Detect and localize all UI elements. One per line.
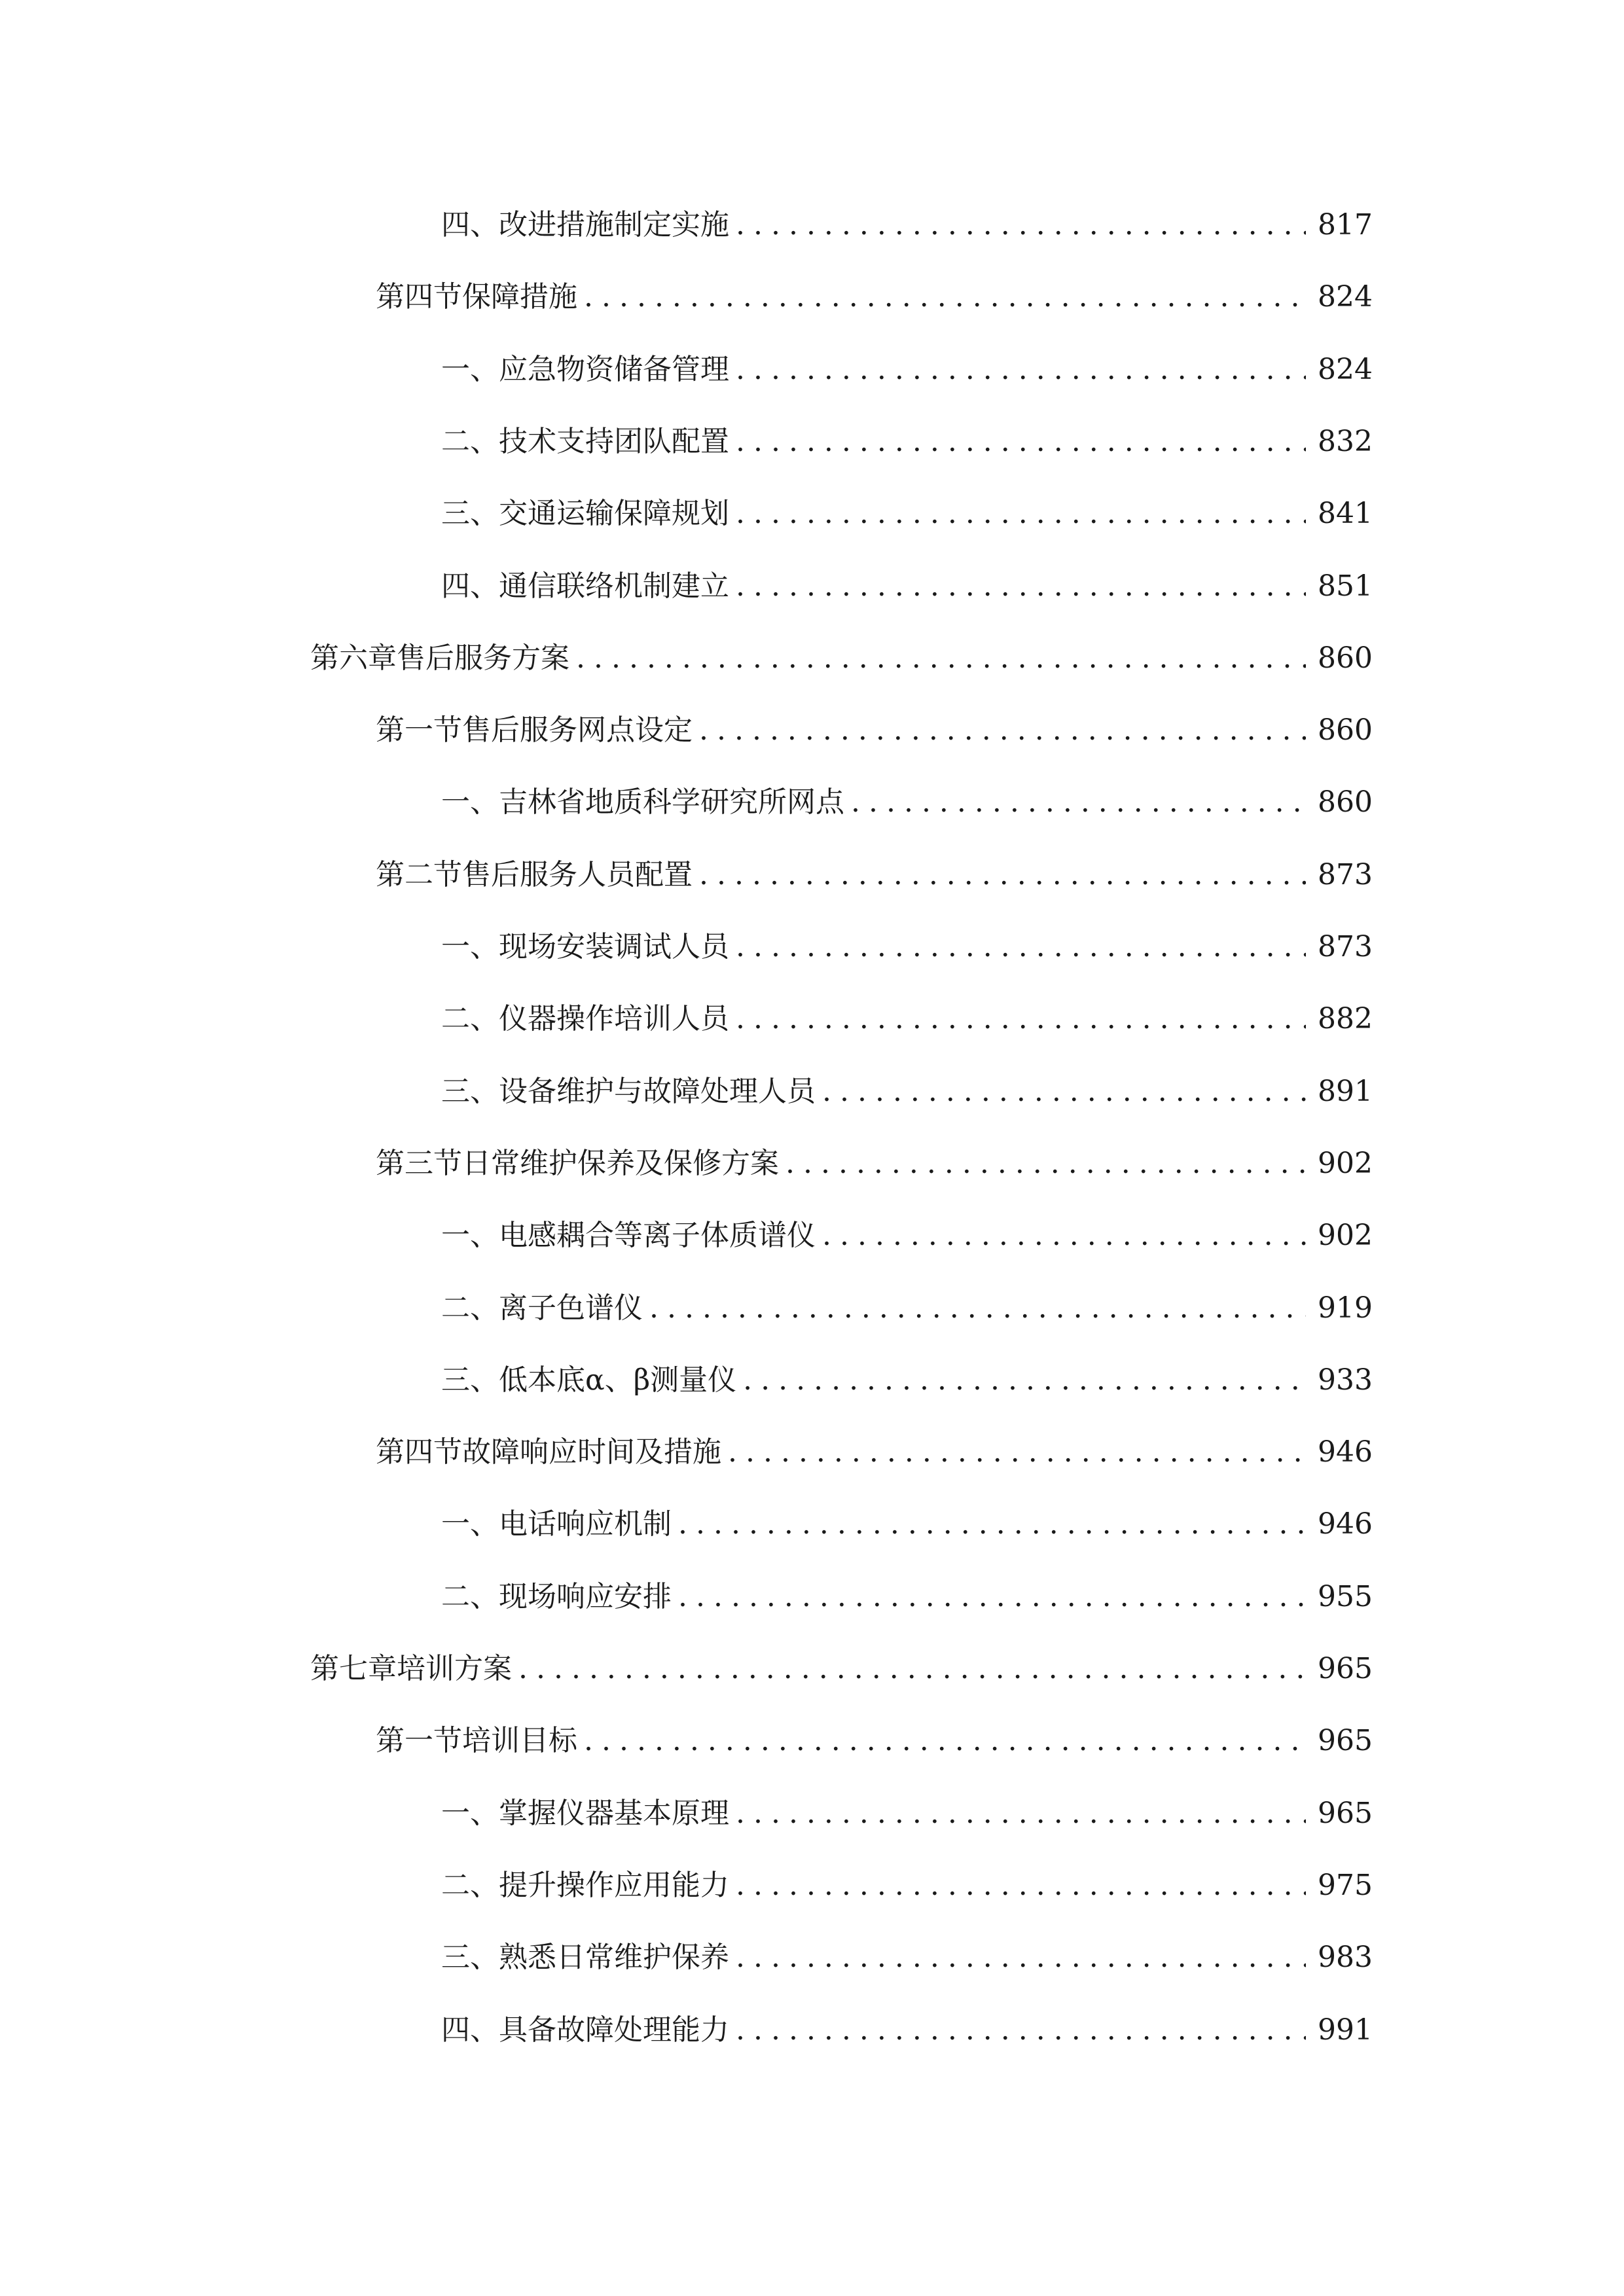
toc-entry[interactable]	[376, 1706, 1373, 1758]
dot-leader	[851, 785, 1306, 819]
toc-entry[interactable]	[441, 1562, 1373, 1614]
toc-entry-page-number: 902	[1318, 1147, 1373, 1180]
toc-entry[interactable]	[441, 1273, 1373, 1325]
toc-entry[interactable]	[441, 551, 1373, 603]
toc-entry-number: 四、	[441, 208, 499, 242]
toc-entry-page-number: 891	[1318, 1075, 1373, 1108]
toc-entry-number: 第二节	[376, 858, 462, 891]
dot-leader	[736, 497, 1306, 531]
toc-entry[interactable]	[441, 1922, 1373, 1975]
toc-entry-title: 通信联络机制建立	[499, 569, 729, 603]
dot-leader	[736, 569, 1306, 603]
dot-leader	[736, 208, 1306, 242]
toc-entry[interactable]	[376, 695, 1373, 747]
toc-entry-page-number: 991	[1318, 2013, 1373, 2047]
toc-entry[interactable]	[441, 406, 1373, 459]
toc-entry-title: 低本底α、β测量仪	[499, 1363, 737, 1397]
toc-entry-title: 技术支持团队配置	[499, 425, 729, 458]
toc-entry-page-number: 882	[1318, 1002, 1373, 1035]
toc-entry-title: 设备维护与故障处理人员	[499, 1075, 816, 1108]
dot-leader	[576, 641, 1306, 675]
toc-entry-page-number: 851	[1318, 569, 1373, 603]
toc-entry-number: 第一节	[376, 713, 462, 747]
dot-leader	[518, 1652, 1306, 1686]
toc-entry-title: 培训方案	[397, 1652, 512, 1685]
toc-entry-number: 一、	[441, 785, 499, 819]
dot-leader	[822, 1219, 1306, 1253]
toc-entry-number: 一、	[441, 1797, 499, 1830]
toc-entry[interactable]	[310, 623, 1373, 675]
toc-entry-title: 应急物资储备管理	[499, 353, 729, 386]
toc-entry-page-number: 975	[1318, 1869, 1373, 1902]
toc-entry-page-number: 860	[1318, 641, 1373, 675]
toc-entry-title: 交通运输保障规划	[499, 497, 729, 530]
toc-entry-page-number: 946	[1318, 1435, 1373, 1469]
toc-entry-number: 第四节	[376, 1435, 462, 1469]
toc-entry-title: 现场响应安排	[499, 1580, 672, 1613]
dot-leader	[743, 1363, 1306, 1397]
toc-entry-title: 具备故障处理能力	[499, 2013, 729, 2047]
toc-entry-number: 第四节	[376, 280, 462, 314]
dot-leader	[736, 353, 1306, 387]
toc-entry-page-number: 983	[1318, 1941, 1373, 1974]
toc-entry-number: 三、	[441, 1075, 499, 1108]
toc-entry-page-number: 965	[1318, 1724, 1373, 1757]
toc-entry-number: 第六章	[310, 641, 397, 675]
toc-entry-title: 离子色谱仪	[499, 1291, 643, 1325]
dot-leader	[678, 1507, 1306, 1541]
toc-entry[interactable]	[441, 1489, 1373, 1541]
toc-entry[interactable]	[376, 1417, 1373, 1469]
toc-entry-title: 日常维护保养及保修方案	[462, 1147, 779, 1180]
dot-leader	[584, 280, 1306, 314]
toc-entry[interactable]	[441, 1345, 1373, 1397]
toc-entry[interactable]	[376, 840, 1373, 892]
toc-entry-title: 仪器操作培训人员	[499, 1002, 729, 1035]
toc-entry-number: 二、	[441, 1291, 499, 1325]
dot-leader	[785, 1147, 1306, 1181]
toc-entry-number: 四、	[441, 569, 499, 603]
toc-entry[interactable]	[441, 1995, 1373, 2047]
toc-entry[interactable]	[376, 1128, 1373, 1181]
toc-entry-number: 二、	[441, 1580, 499, 1613]
toc-entry-number: 第七章	[310, 1652, 397, 1685]
dot-leader	[678, 1580, 1306, 1614]
dot-leader	[736, 1002, 1306, 1036]
toc-entry[interactable]	[441, 1200, 1373, 1253]
dot-leader	[728, 1435, 1306, 1469]
dot-leader	[736, 1797, 1306, 1831]
toc-entry-page-number: 933	[1318, 1363, 1373, 1397]
toc-entry[interactable]	[441, 1778, 1373, 1831]
toc-entry[interactable]	[441, 1056, 1373, 1109]
toc-entry-page-number: 841	[1318, 497, 1373, 530]
toc-entry-title: 现场安装调试人员	[499, 930, 729, 963]
toc-entry-page-number: 860	[1318, 713, 1373, 747]
toc-entry-title: 电感耦合等离子体质谱仪	[499, 1219, 816, 1252]
toc-entry-title: 售后服务方案	[397, 641, 569, 675]
toc-entry-number: 第一节	[376, 1724, 462, 1757]
toc-entry[interactable]	[441, 767, 1373, 819]
toc-entry[interactable]	[441, 984, 1373, 1036]
toc-entry-page-number: 946	[1318, 1507, 1373, 1541]
toc-entry-number: 二、	[441, 425, 499, 458]
toc-entry-number: 一、	[441, 930, 499, 963]
toc-entry-number: 三、	[441, 1941, 499, 1974]
toc-entry[interactable]	[441, 478, 1373, 531]
toc-entry-number: 第三节	[376, 1147, 462, 1180]
toc-entry-title: 电话响应机制	[499, 1507, 672, 1541]
dot-leader	[736, 1941, 1306, 1975]
dot-leader	[736, 930, 1306, 964]
toc-entry-title: 改进措施制定实施	[499, 208, 729, 242]
toc-entry-page-number: 955	[1318, 1580, 1373, 1613]
toc-entry[interactable]	[441, 912, 1373, 964]
toc-entry-number: 一、	[441, 1507, 499, 1541]
toc-entry-title: 故障响应时间及措施	[462, 1435, 721, 1469]
toc-entry-number: 三、	[441, 1363, 499, 1397]
dot-leader	[649, 1291, 1306, 1325]
toc-entry-number: 四、	[441, 2013, 499, 2047]
toc-entry-page-number: 832	[1318, 425, 1373, 458]
toc-entry-title: 售后服务人员配置	[462, 858, 693, 891]
dot-leader	[736, 425, 1306, 459]
toc-entry-title: 吉林省地质科学研究所网点	[499, 785, 844, 819]
dot-leader	[736, 1869, 1306, 1903]
toc-entry[interactable]	[441, 334, 1373, 387]
toc-entry[interactable]	[376, 262, 1373, 314]
toc-entry[interactable]	[441, 1850, 1373, 1903]
toc-entry-number: 一、	[441, 1219, 499, 1252]
toc-entry-title: 熟悉日常维护保养	[499, 1941, 729, 1974]
toc-entry-title: 售后服务网点设定	[462, 713, 693, 747]
toc-entry-number: 三、	[441, 497, 499, 530]
toc-entry-title: 保障措施	[462, 280, 577, 314]
dot-leader	[699, 858, 1306, 892]
toc-entry-number: 二、	[441, 1002, 499, 1035]
dot-leader	[699, 713, 1306, 747]
toc-entry-number: 二、	[441, 1869, 499, 1902]
toc-entry-number: 一、	[441, 353, 499, 386]
toc-entry-page-number: 965	[1318, 1797, 1373, 1830]
toc-entry-page-number: 919	[1318, 1291, 1373, 1325]
toc-entry-page-number: 965	[1318, 1652, 1373, 1685]
toc-entry[interactable]	[310, 1634, 1373, 1686]
toc-entry-page-number: 817	[1318, 208, 1373, 242]
toc-entry-title: 提升操作应用能力	[499, 1869, 729, 1902]
toc-entry-title: 培训目标	[462, 1724, 577, 1757]
toc-entry-title: 掌握仪器基本原理	[499, 1797, 729, 1830]
dot-leader	[822, 1075, 1306, 1109]
toc-entry-page-number: 873	[1318, 930, 1373, 963]
toc-entry-page-number: 873	[1318, 858, 1373, 891]
toc-entry[interactable]	[441, 190, 1373, 242]
toc-entry-page-number: 860	[1318, 785, 1373, 819]
toc-entry-page-number: 902	[1318, 1219, 1373, 1252]
dot-leader	[584, 1724, 1306, 1758]
dot-leader	[736, 2013, 1306, 2047]
toc-entry-page-number: 824	[1318, 353, 1373, 386]
toc-entry-page-number: 824	[1318, 280, 1373, 314]
